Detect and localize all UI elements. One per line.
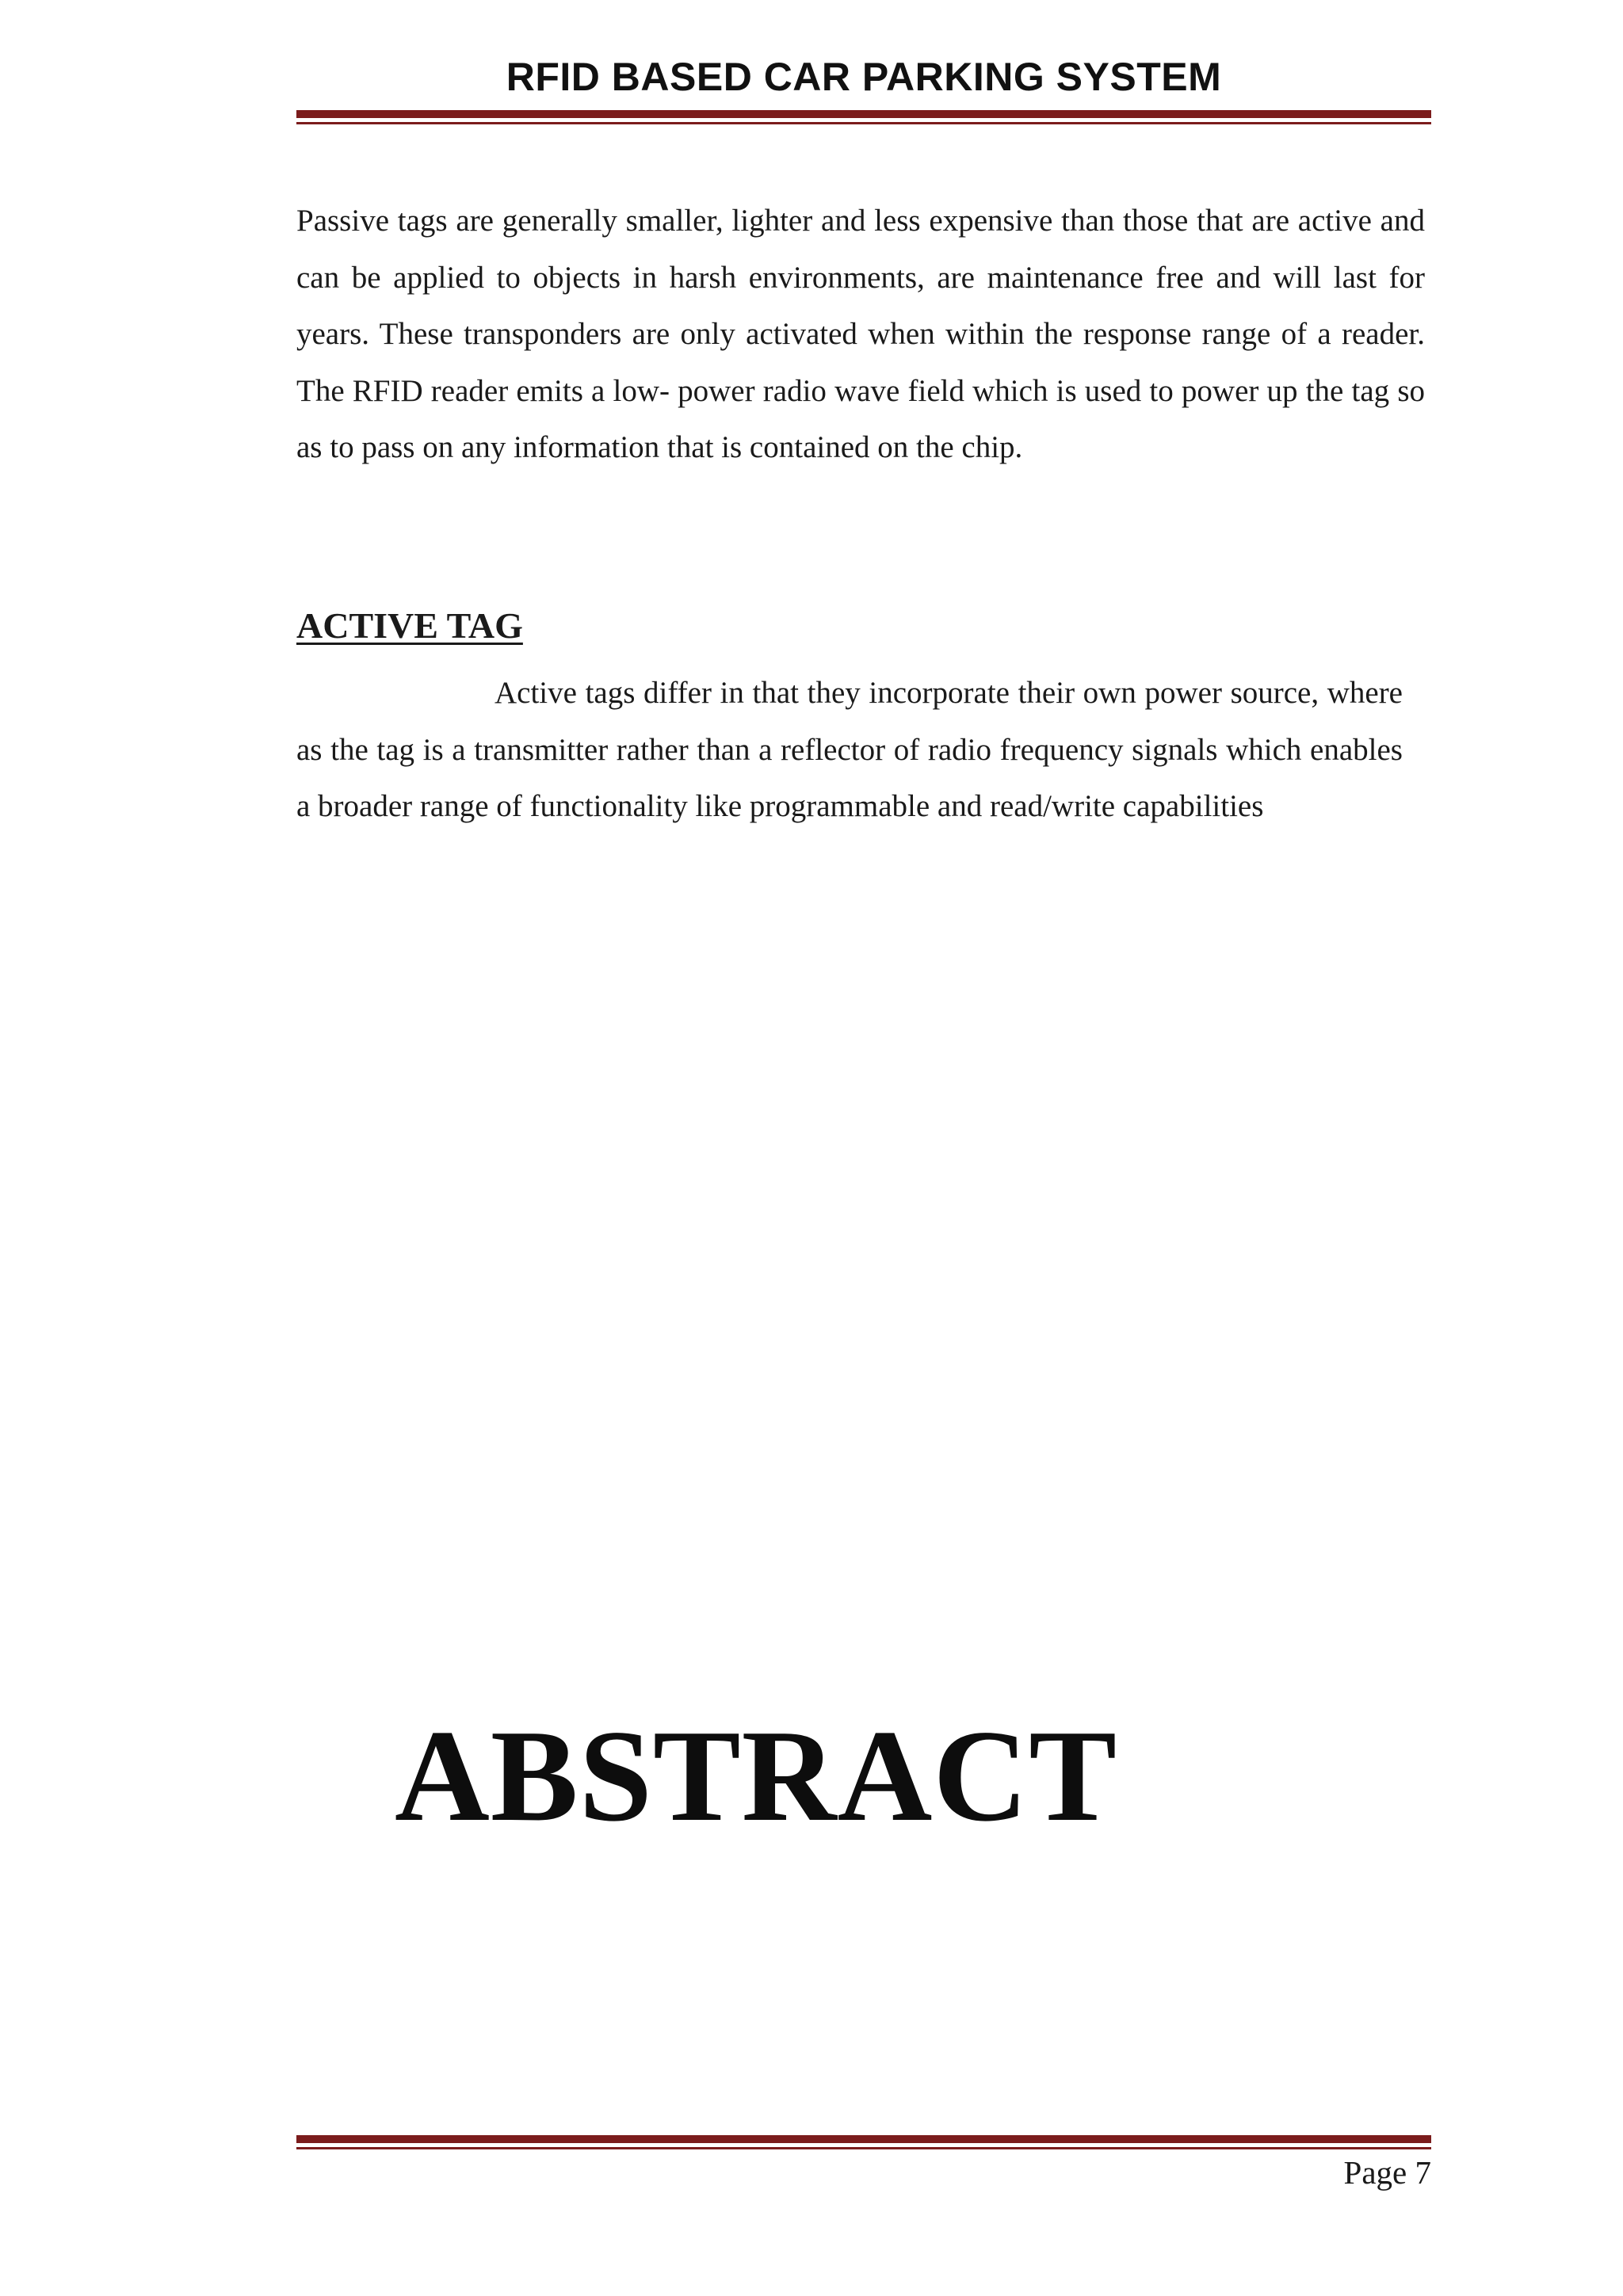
active-tags-paragraph: Active tags differ in that they incorporate their own power source, where as the tag is a transmitter rather than a reflector of radio frequency signals which enables a broader range of functionality like programmable and read/write capabilities (296, 676, 1403, 823)
footer-divider (296, 2135, 1431, 2149)
abstract-title: ABSTRACT (395, 1703, 1118, 1848)
passive-tags-paragraph: Passive tags are generally smaller, lighter and less expensive than those that are active and can be applied to objects in harsh environments, are maintenance free and will last for years. These transponders are only activated when within the response range of a reader. The RFID reader emits a low- power radio wave field which is used to power up the tag so as to pass on any information that is contained on the chip. (296, 204, 1425, 464)
header-divider (296, 110, 1431, 124)
active-tag-heading: ACTIVE TAG (296, 605, 523, 646)
running-header-title: RFID BASED CAR PARKING SYSTEM (506, 55, 1222, 99)
page-number: Page 7 (1343, 2154, 1431, 2191)
